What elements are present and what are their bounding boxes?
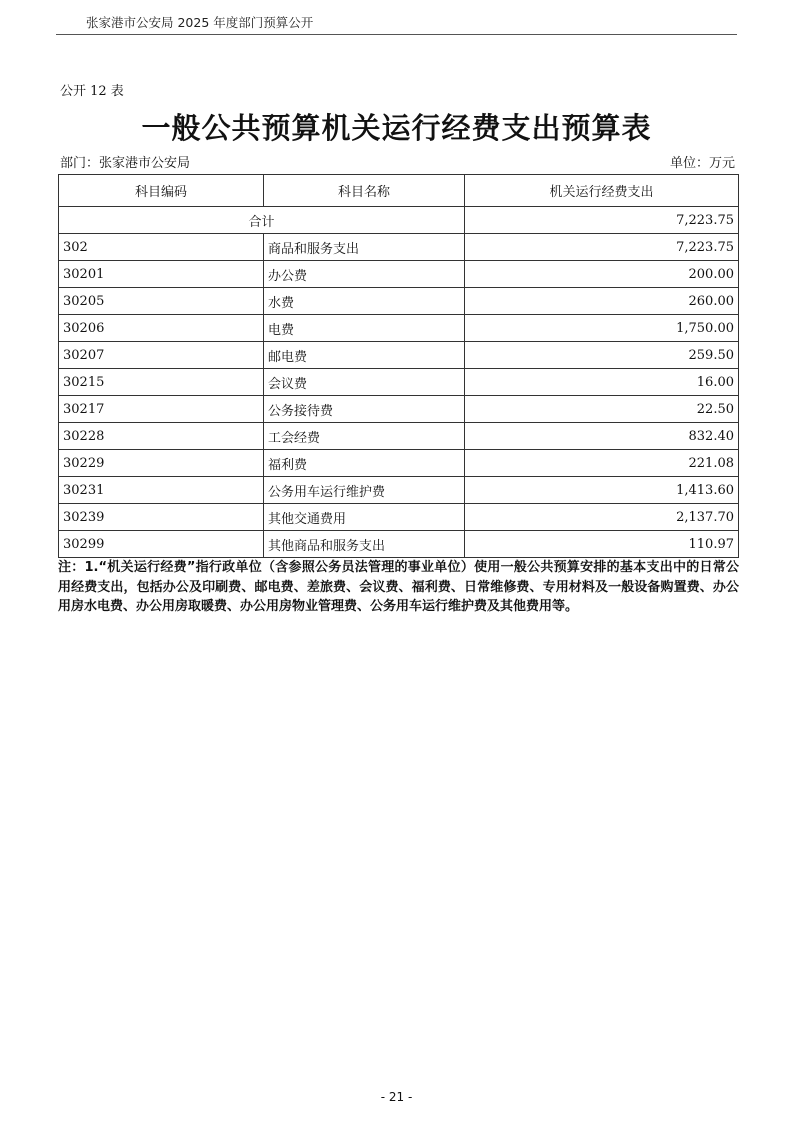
header-rule — [56, 34, 737, 35]
row-code: 30239 — [59, 504, 264, 531]
row-name: 会议费 — [264, 369, 465, 396]
row-code: 30228 — [59, 423, 264, 450]
row-name: 其他交通费用 — [264, 504, 465, 531]
total-amount: 7,223.75 — [465, 207, 739, 234]
page-title: 一般公共预算机关运行经费支出预算表 — [141, 111, 652, 145]
table-row — [59, 423, 739, 450]
table-row — [59, 369, 739, 396]
table-row — [59, 315, 739, 342]
unit-label: 单位：万元 — [669, 156, 735, 171]
row-code: 30217 — [59, 396, 264, 423]
table-row — [59, 477, 739, 504]
row-name: 福利费 — [264, 450, 465, 477]
row-code: 30231 — [59, 477, 264, 504]
running-header: 张家港市公安局 2025 年度部门预算公开 — [86, 15, 314, 30]
row-name: 公务用车运行维护费 — [264, 477, 465, 504]
row-code: 30205 — [59, 288, 264, 315]
table-header-row — [59, 175, 739, 207]
row-code: 302 — [59, 234, 264, 261]
table-row — [59, 288, 739, 315]
row-amount: 1,413.60 — [465, 477, 739, 504]
row-code: 30201 — [59, 261, 264, 288]
row-code: 30206 — [59, 315, 264, 342]
row-code: 30215 — [59, 369, 264, 396]
row-code: 30229 — [59, 450, 264, 477]
row-amount: 259.50 — [465, 342, 739, 369]
column-header-amount: 机关运行经费支出 — [465, 175, 739, 207]
row-amount: 7,223.75 — [465, 234, 739, 261]
table-row — [59, 396, 739, 423]
row-code: 30299 — [59, 531, 264, 558]
table-number: 公开 12 表 — [60, 84, 124, 99]
table-row — [59, 261, 739, 288]
table-row — [59, 504, 739, 531]
row-name: 水费 — [264, 288, 465, 315]
budget-table — [58, 174, 739, 558]
row-amount: 110.97 — [465, 531, 739, 558]
row-amount: 22.50 — [465, 396, 739, 423]
department-label: 部门：张家港市公安局 — [60, 156, 191, 171]
row-amount: 2,137.70 — [465, 504, 739, 531]
row-name: 电费 — [264, 315, 465, 342]
row-amount: 832.40 — [465, 423, 739, 450]
table-row — [59, 450, 739, 477]
column-header-name: 科目名称 — [264, 175, 465, 207]
footnote: 注：1.“机关运行经费”指行政单位（含参照公务员法管理的事业单位）使用一般公共预算安排的基本支出中的日常公用经费支出，包括办公及印刷费、邮电费、差旅费、会议费、福利费、日常维修费、专用材料及一般设备购置费、办公用房水电费、办公用房取暖费、办公用房物业管理费、公务用车运行维护费及其他费用等。 — [58, 560, 739, 614]
row-name: 商品和服务支出 — [264, 234, 465, 261]
total-row — [59, 207, 739, 234]
row-amount: 260.00 — [465, 288, 739, 315]
table-row — [59, 234, 739, 261]
row-amount: 1,750.00 — [465, 315, 739, 342]
row-name: 邮电费 — [264, 342, 465, 369]
row-amount: 200.00 — [465, 261, 739, 288]
row-name: 办公费 — [264, 261, 465, 288]
row-name: 工会经费 — [264, 423, 465, 450]
row-name: 其他商品和服务支出 — [264, 531, 465, 558]
row-amount: 221.08 — [465, 450, 739, 477]
column-header-code: 科目编码 — [59, 175, 264, 207]
row-code: 30207 — [59, 342, 264, 369]
row-amount: 16.00 — [465, 369, 739, 396]
table-row — [59, 342, 739, 369]
row-name: 公务接待费 — [264, 396, 465, 423]
total-label: 合计 — [59, 207, 465, 234]
page-number: - 21 - — [380, 1090, 413, 1104]
table-row — [59, 531, 739, 558]
